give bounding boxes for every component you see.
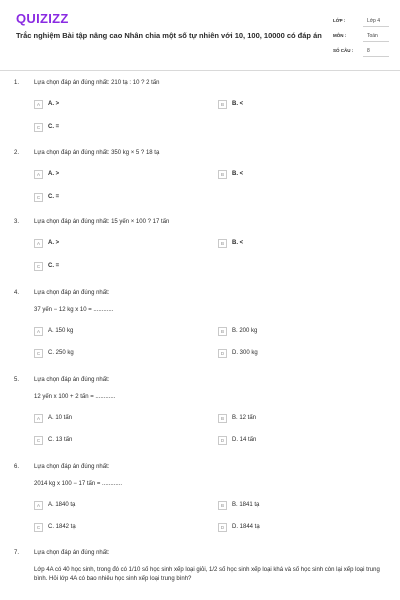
meta-class-value: Lớp 4	[367, 18, 381, 24]
question-number: 3.	[14, 219, 20, 225]
quizizz-logo: QUIZIZZ	[16, 11, 69, 26]
meta-class-label: LỚP :	[333, 18, 346, 23]
option-letter: A	[34, 501, 43, 510]
option-label: C. =	[48, 194, 60, 200]
option-letter: A	[34, 170, 43, 179]
option-letter: B	[218, 239, 227, 248]
option-letter: A	[34, 327, 43, 336]
question-expression: 12 yến x 100 + 2 tấn = ............	[34, 394, 116, 400]
question-number: 6.	[14, 464, 20, 470]
question-number: 5.	[14, 377, 20, 383]
option-letter: C	[34, 262, 43, 271]
option-letter: A	[34, 414, 43, 423]
option-label: C. 1842 tạ	[48, 524, 76, 530]
question-text: Lựa chọn đáp án đúng nhất: 210 tạ : 10 ? 2 tấn	[34, 80, 160, 86]
question-expression: 37 yến − 12 kg x 10 = ............	[34, 307, 114, 313]
worksheet-header	[0, 0, 400, 71]
option-letter: B	[218, 414, 227, 423]
meta-count-label: SỐ CÂU :	[333, 48, 354, 53]
meta-divider	[363, 41, 389, 42]
meta-class	[333, 15, 389, 27]
option-letter: C	[34, 436, 43, 445]
option-label: A. >	[48, 171, 60, 177]
option-letter: C	[34, 523, 43, 532]
option-letter: A	[34, 239, 43, 248]
question-number: 2.	[14, 150, 20, 156]
option-letter: B	[218, 100, 227, 109]
option-label: B. 12 tấn	[232, 415, 257, 421]
option-label: D. 1844 tạ	[232, 524, 260, 530]
option-label: C. 13 tấn	[48, 437, 73, 443]
question-number: 7.	[14, 550, 20, 556]
option-letter: B	[218, 170, 227, 179]
option-label: A. 150 kg	[48, 328, 74, 334]
meta-count-value: 8	[367, 48, 370, 54]
option-letter: D	[218, 349, 227, 358]
meta-count	[333, 45, 389, 57]
option-label: A. 10 tấn	[48, 415, 73, 421]
option-letter: C	[34, 123, 43, 132]
option-letter: B	[218, 501, 227, 510]
question-number: 4.	[14, 290, 20, 296]
question-text: Lựa chọn đáp án đúng nhất:	[34, 550, 110, 556]
meta-subject-value: Toán	[367, 33, 378, 39]
question-number: 1.	[14, 80, 20, 86]
option-label: C. 250 kg	[48, 350, 74, 356]
option-letter: C	[34, 349, 43, 358]
option-label: B. <	[232, 240, 244, 246]
option-label: B. 200 kg	[232, 328, 258, 334]
option-label: D. 14 tấn	[232, 437, 257, 443]
option-letter: D	[218, 436, 227, 445]
question-text: Lựa chọn đáp án đúng nhất:	[34, 290, 110, 296]
option-letter: A	[34, 100, 43, 109]
option-label: A. 1840 tạ	[48, 502, 76, 508]
meta-divider	[363, 26, 389, 27]
option-letter: B	[218, 327, 227, 336]
option-letter: C	[34, 193, 43, 202]
option-label: B. <	[232, 101, 244, 107]
option-label: C. =	[48, 124, 60, 130]
option-label: D. 300 kg	[232, 350, 258, 356]
question-text: Lựa chọn đáp án đúng nhất:	[34, 464, 110, 470]
question-text: Lựa chọn đáp án đúng nhất: 15 yến × 100 ? 17 tấn	[34, 219, 170, 225]
question-expression: 2014 kg x 100 − 17 tấn = ............	[34, 481, 123, 487]
meta-subject-label: MÔN :	[333, 33, 347, 38]
option-label: B. 1841 tạ	[232, 502, 260, 508]
option-letter: D	[218, 523, 227, 532]
page-title: Trắc nghiệm Bài tập nâng cao Nhân chia một số tự nhiên với 10, 100, 10000 có đáp án	[16, 31, 322, 40]
option-label: C. =	[48, 263, 60, 269]
meta-subject	[333, 30, 389, 42]
option-label: A. >	[48, 240, 60, 246]
meta-divider	[363, 56, 389, 57]
option-label: A. >	[48, 101, 60, 107]
question-text: Lựa chọn đáp án đúng nhất:	[34, 377, 110, 383]
question-text: Lựa chọn đáp án đúng nhất: 350 kg × 5 ? 18 tạ	[34, 150, 160, 156]
option-label: B. <	[232, 171, 244, 177]
question-paragraph: Lớp 4A có 40 học sinh, trong đó có 1/10 số học sinh xếp loại giỏi, 1/2 số học sinh xếp loại khá và số học sinh còn lại xếp loại trung bình. Hỏi lớp 4A có bao nhiêu học sinh xếp loại trung bình?	[34, 567, 380, 582]
